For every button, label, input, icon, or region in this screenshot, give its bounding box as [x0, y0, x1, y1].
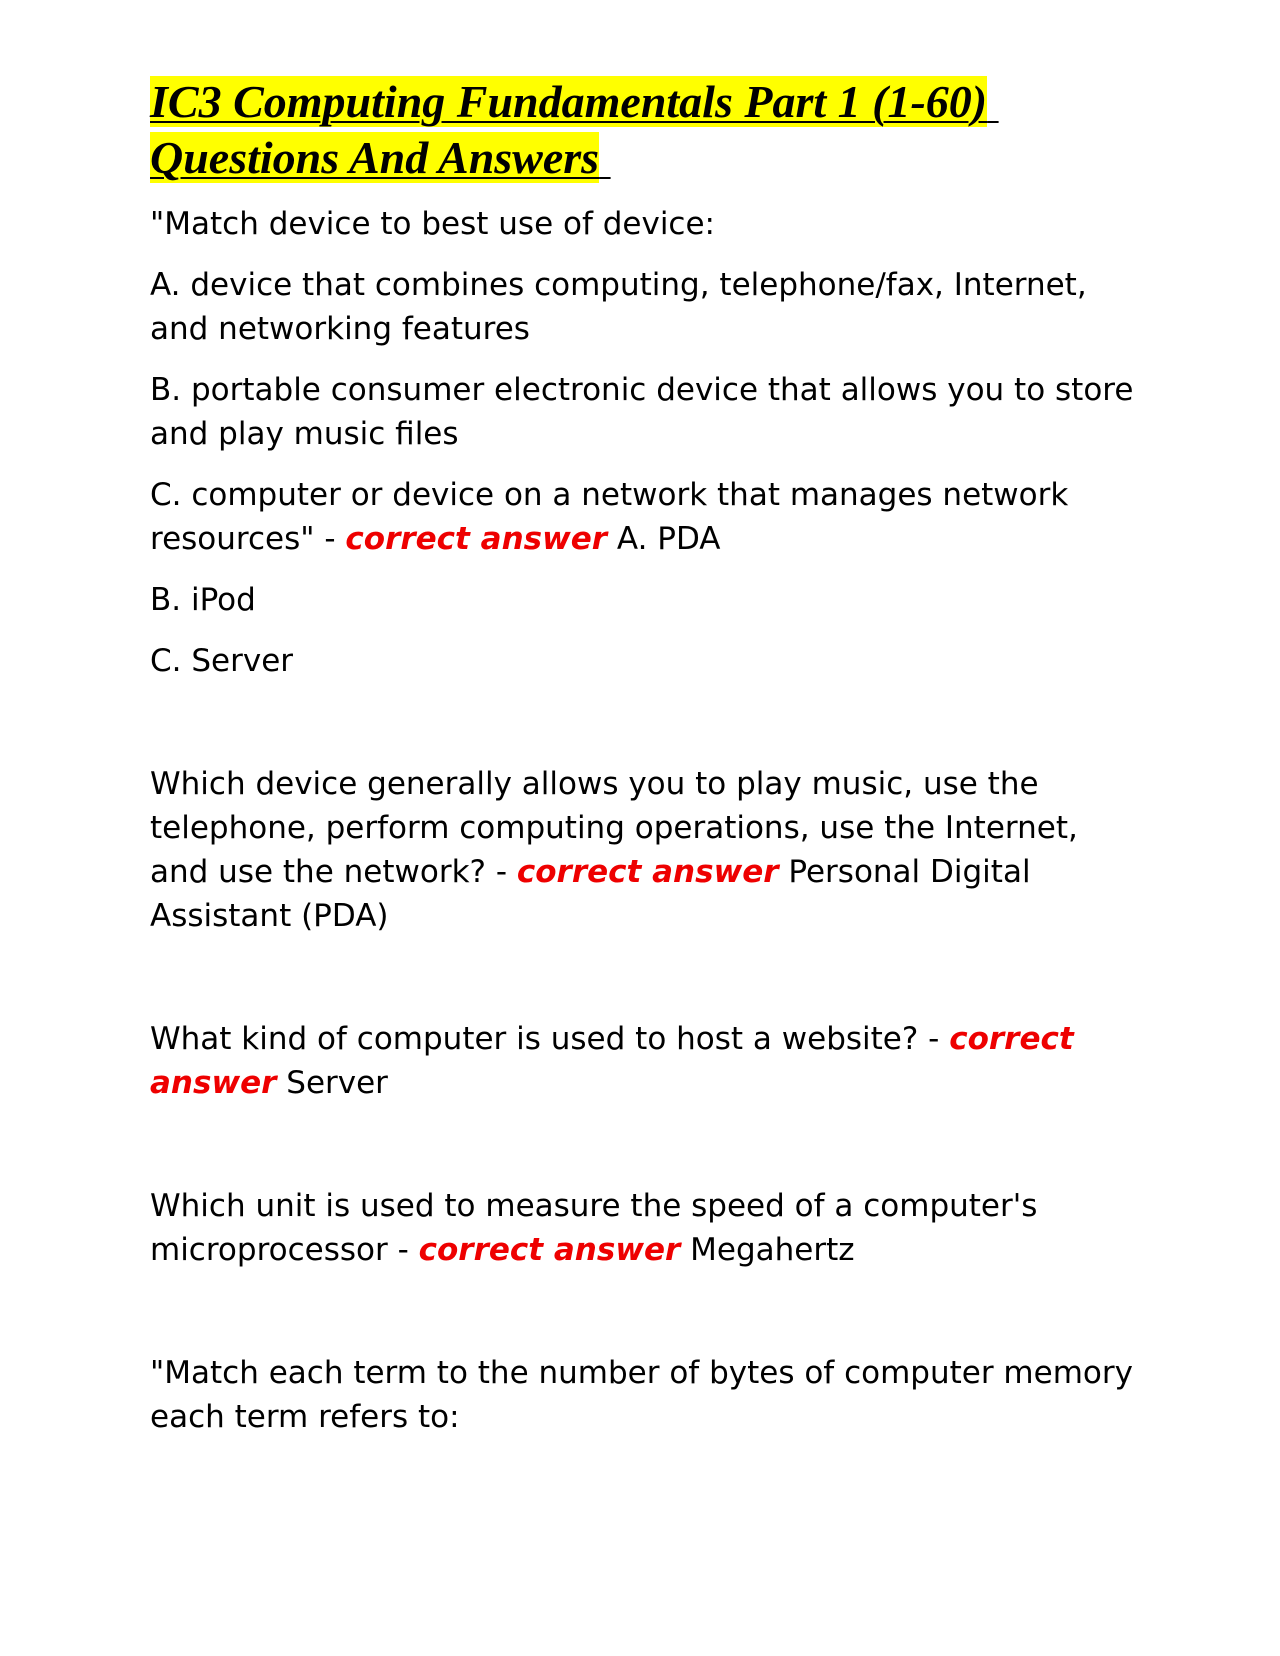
q2	[150, 762, 1140, 938]
q5-intro: "Match each term to the number of bytes of computer memory each term refers to:	[150, 1355, 1133, 1435]
q2-answer: Personal Digital Assistant (PDA)	[150, 854, 1031, 934]
correct-answer-label: correct answer	[418, 1232, 681, 1268]
q1-option-c	[150, 473, 1140, 561]
title-line-2: Questions And Answers	[150, 132, 600, 183]
q1-intro: "Match device to best use of device:	[150, 206, 715, 242]
q1-option-b: B. portable consumer electronic device that allows you to store and play music files	[150, 372, 1134, 452]
q1-answer-b: B. iPod	[150, 582, 256, 618]
spacer	[150, 1122, 1140, 1184]
spacer	[150, 955, 1140, 1017]
q4-question: Which unit is used to measure the speed of a computer's microprocessor -	[150, 1188, 1038, 1268]
q3-question: What kind of computer is used to host a website? -	[150, 1021, 940, 1057]
q3-answer: Server	[276, 1065, 388, 1101]
correct-answer-label: correct answer	[345, 521, 608, 557]
q4	[150, 1184, 1140, 1272]
document-title	[150, 74, 1140, 186]
correct-answer-label: correct answer	[150, 1021, 1074, 1101]
q4-answer: Megahertz	[680, 1232, 855, 1268]
q1-option-c-text: C. computer or device on a network that manages network resources" -	[150, 477, 1069, 557]
correct-answer-label: correct answer	[516, 854, 779, 890]
q2-question: Which device generally allows you to play music, use the telephone, perform computing operations, use the Internet, and use the network? -	[150, 766, 1078, 890]
spacer	[150, 1289, 1140, 1351]
title-line-1: IC3 Computing Fundamentals Part 1 (1-60)	[150, 76, 988, 127]
spacer	[150, 700, 1140, 762]
q1-answer-c: C. Server	[150, 643, 294, 679]
q3	[150, 1017, 1140, 1105]
q1-option-a: A. device that combines computing, telephone/fax, Internet, and networking features	[150, 267, 1087, 347]
document-content	[150, 74, 1140, 1456]
q1-answer-a: A. PDA	[607, 521, 721, 557]
